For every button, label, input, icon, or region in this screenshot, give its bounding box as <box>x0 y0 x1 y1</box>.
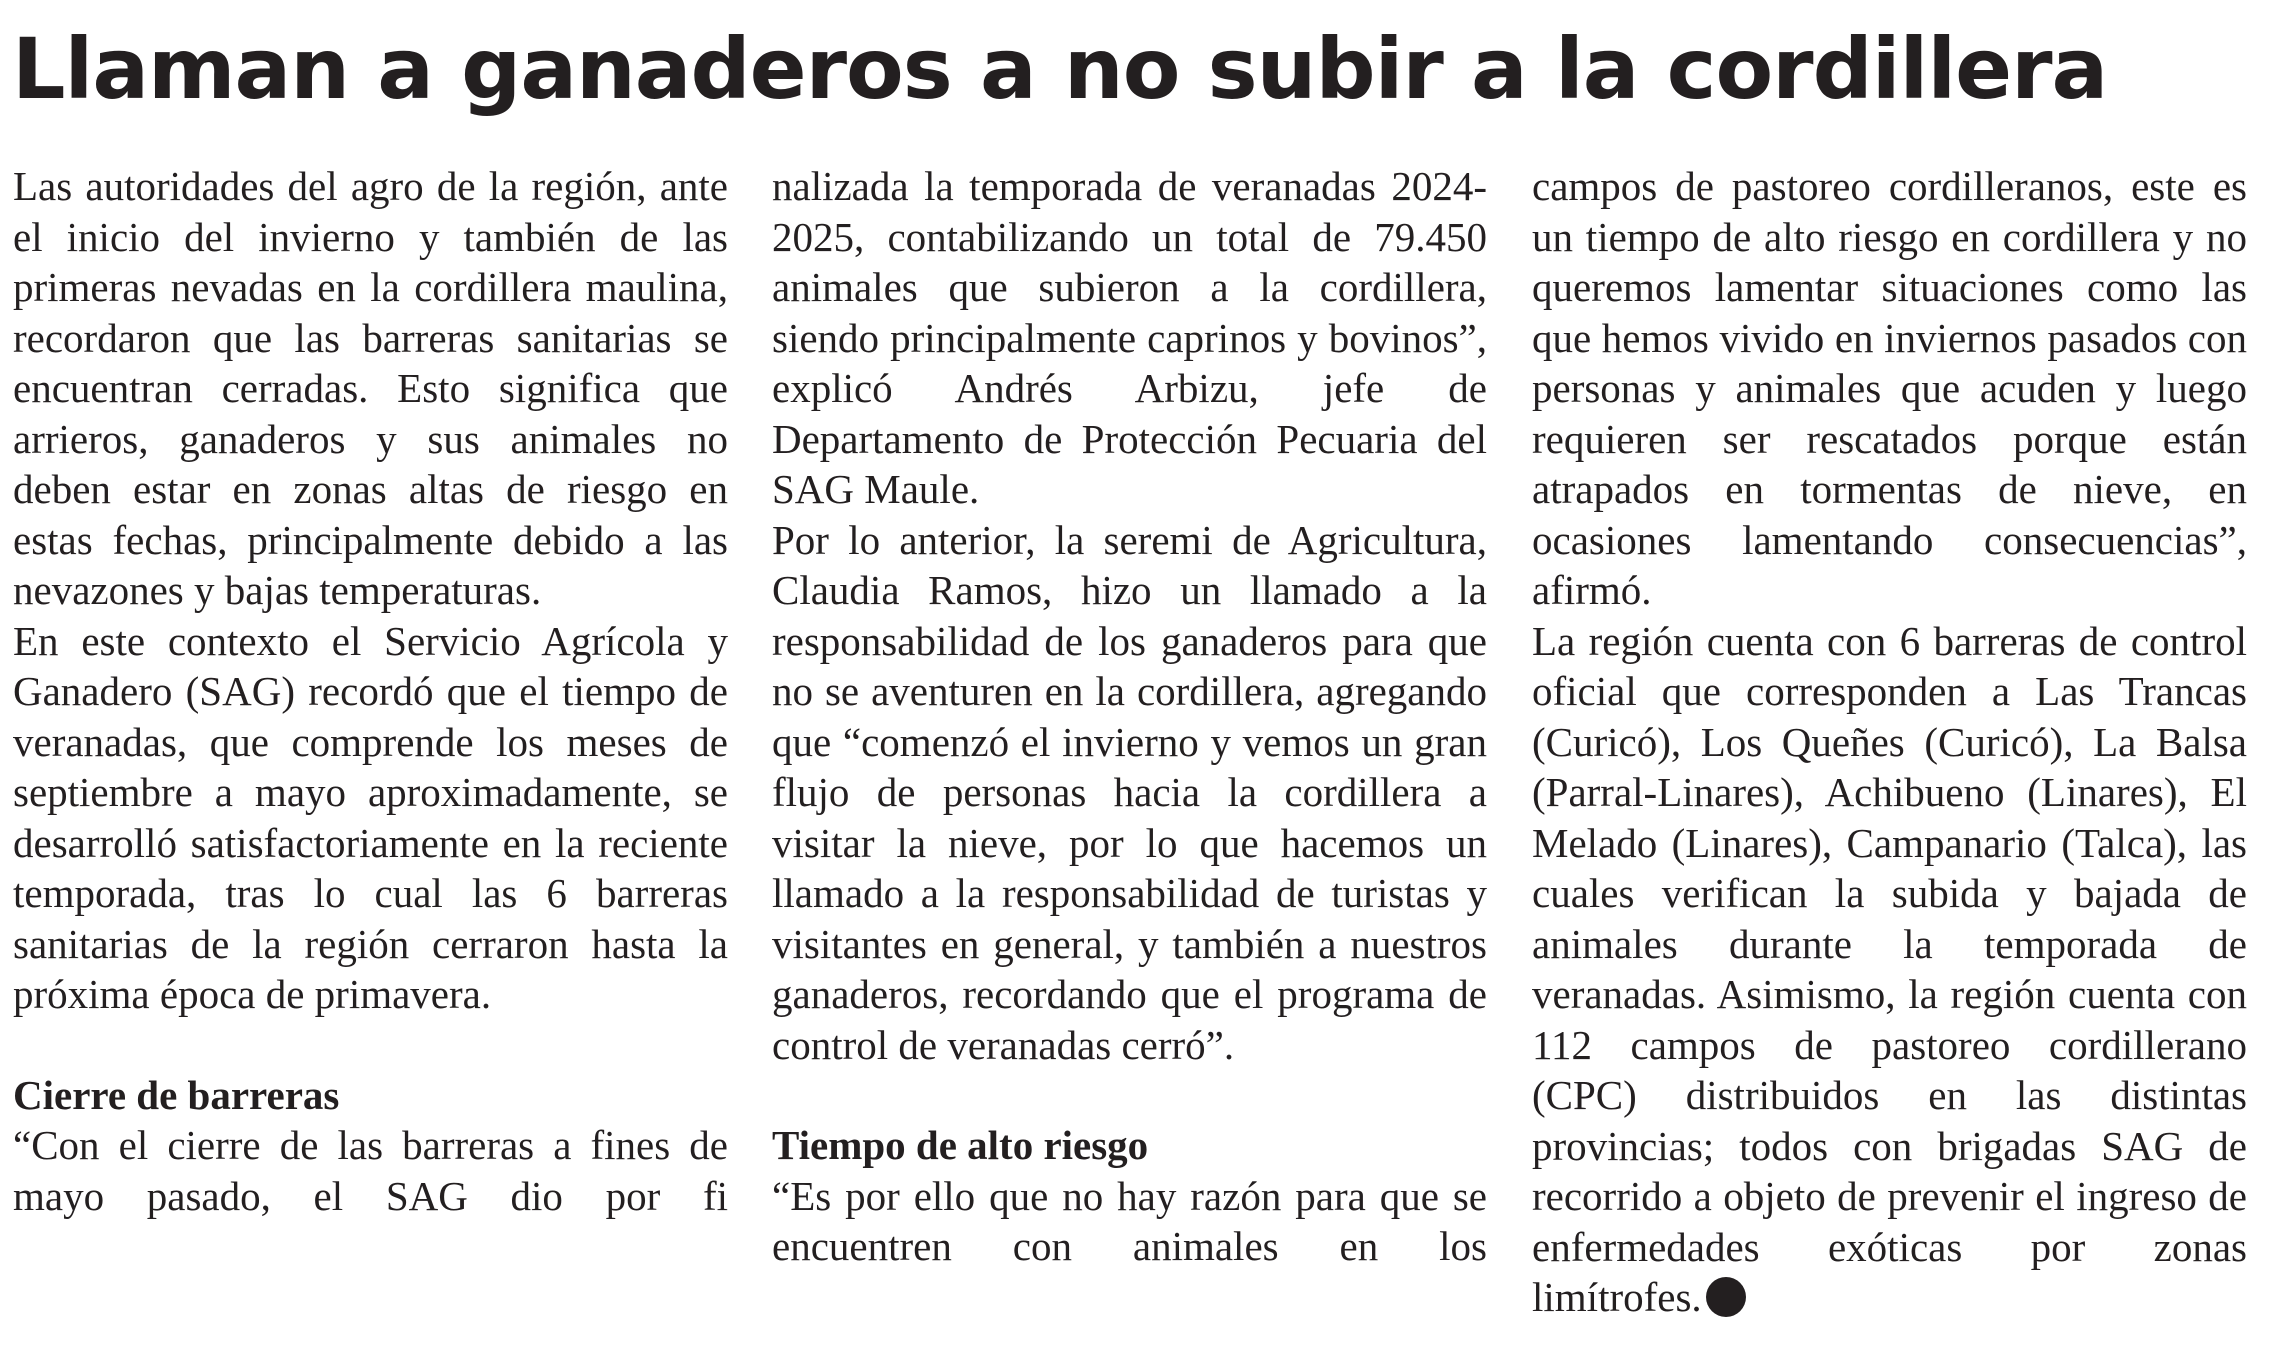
subheading-tiempo-de-alto-riesgo: Tiempo de alto riesgo <box>772 1122 1149 1168</box>
paragraph: “Es por ello que no hay razón para que se encuentren con animales en los <box>772 1172 1487 1269</box>
headline: Llaman a ganaderos a no subir a la cordillera <box>12 20 2108 118</box>
paragraph-final-text: La región cuenta con 6 barreras de control oficial que corresponden a Las Trancas (Curicó), Los Queñes (Curicó), La Balsa (Parral-Linares), Achibueno (Linares), El Melado (Linares), Campanario (Talca), las cuales verifican la subida y bajada de animales durante la temporada de veranadas. Asimismo, la región cuenta con 112 campos de pastoreo cordillerano (CPC) distribuidos en las distintas provincias; todos con brigadas SAG de recorrido a objeto de prevenir el ingreso de enfermedades exóticas por zonas limítrofes. <box>1532 617 2247 1320</box>
article-column-2 <box>772 161 1487 1272</box>
paragraph: campos de pastoreo cordilleranos, este es un tiempo de alto riesgo en cordillera y no queremos lamentar situaciones como las que hemos vivido en inviernos pasados con personas y animales que acuden y luego requieren ser rescatados porque están atrapados en tormentas de nieve, en ocasiones lamentando consecuencias”, afirmó. <box>1532 163 2247 613</box>
paragraph: Las autoridades del agro de la región, ante el inicio del invierno y también de las primeras nevadas en la cordillera maulina, recordaron que las barreras sanitarias se encuentran cerradas. Esto significa que arrieros, ganaderos y sus animales no deben estar en zonas altas de riesgo en estas fechas, principalmente debido a las nevazones y bajas temperaturas. <box>13 163 728 613</box>
subheading-cierre-de-barreras: Cierre de barreras <box>13 1071 340 1118</box>
paragraph: En este contexto el Servicio Agrícola y Ganadero (SAG) recordó que el tiempo de veranadas, que comprende los meses de septiembre a mayo aproximadamente, se desarrolló satisfactoriamente en la reciente temporada, tras lo cual las 6 barreras sanitarias de la región cerraron hasta la próxima época de primavera. <box>13 617 728 1017</box>
article-column-1 <box>13 161 728 1221</box>
paragraph: “Con el cierre de las barreras a fines de mayo pasado, el SAG dio por fi <box>13 1122 728 1219</box>
paragraph: nalizada la temporada de veranadas 2024-2025, contabilizando un total de 79.450 animales que subieron a la cordillera, siendo principalmente caprinos y bovinos”, explicó Andrés Arbizu, jefe de Departamento de Protección Pecuaria del SAG Maule. <box>772 163 1487 512</box>
article-column-3 <box>1532 161 2247 1323</box>
end-mark-icon <box>1706 1277 1746 1317</box>
paragraph: Por lo anterior, la seremi de Agricultura, Claudia Ramos, hizo un llamado a la responsabilidad de los ganaderos para que no se aventuren en la cordillera, agregando que “comenzó el invierno y vemos un gran flujo de personas hacia la cordillera a visitar la nieve, por lo que hacemos un llamado a la responsabilidad de turistas y visitantes en general, y también a nuestros ganaderos, recordando que el programa de control de veranadas cerró”. <box>772 516 1487 1068</box>
paragraph-final <box>1532 616 2247 1323</box>
